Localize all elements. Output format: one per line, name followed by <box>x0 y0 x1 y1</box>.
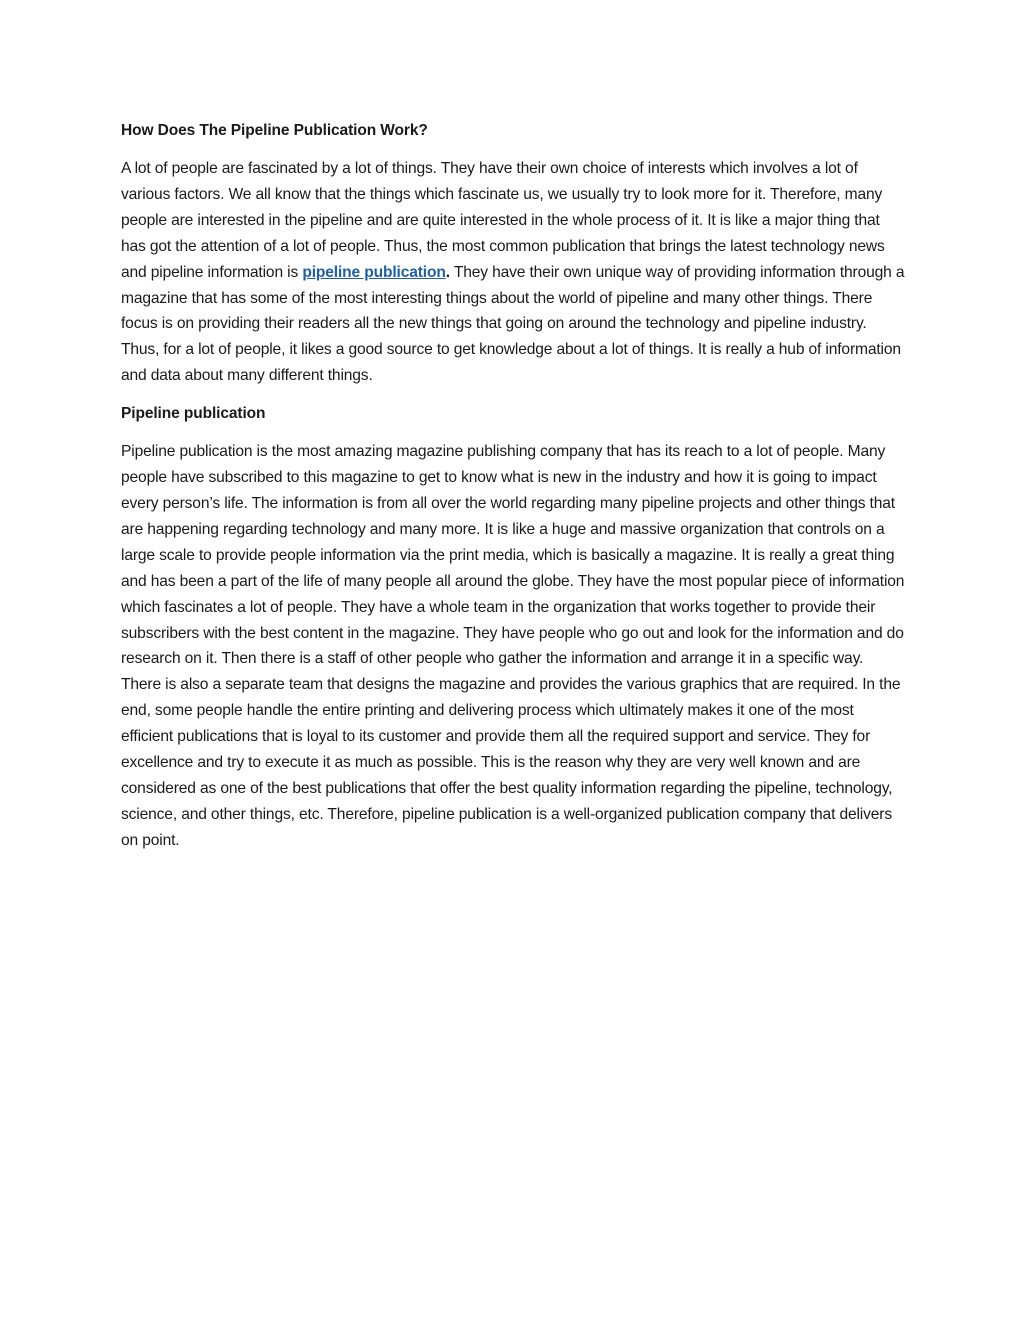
pipeline-publication-paragraph: Pipeline publication is the most amazing magazine publishing company that has its reach to a lot of people. Many people have subscribed to this magazine to get to know what is new in the industry and how it is going to impact every person’s life. The information is from all over the world regarding many pipeline projects and other things that are happening regarding technology and many more. It is like a huge and massive organization that controls on a large scale to provide people information via the print media, which is basically a magazine. It is really a great thing and has been a part of the life of many people all around the globe. They have the most popular piece of information which fascinates a lot of people. They have a whole team in the organization that works together to provide their subscribers with the best content in the magazine. They have people who go out and look for the information and do research on it. Then there is a staff of other people who gather the information and arrange it in a specific way. There is also a separate team that designs the magazine and provides the various graphics that are required. In the end, some people handle the entire printing and delivering process which ultimately makes it one of the most efficient publications that is loyal to its customer and provide them all the required support and service. They for excellence and try to execute it as much as possible. This is the reason why they are very well known and are considered as one of the best publications that offer the best quality information regarding the pipeline, technology, science, and other things, etc. Therefore, pipeline publication is a well-organized publication company that delivers on point. <box>121 443 905 849</box>
section-heading-how-it-works: How Does The Pipeline Publication Work? <box>121 122 428 139</box>
link-period: . <box>445 263 450 281</box>
pipeline-publication-link[interactable]: pipeline publication <box>302 263 446 281</box>
section-heading-pipeline-publication: Pipeline publication <box>121 405 266 423</box>
document-body <box>121 118 905 866</box>
intro-text-before-link: A lot of people are fascinated by a lot of things. They have their own choice of interests which involves a lot of various factors. We all know that the things which fascinate us, we usually try to look more for it. Therefore, many people are interested in the pipeline and are quite interested in the whole process of it. It is like a major thing that has got the attention of a lot of people. Thus, the most common publication that brings the latest technology news and pipeline information is <box>121 160 885 281</box>
intro-text-after-link: They have their own unique way of providing information through a magazine that has some of the most interesting things about the world of pipeline and many other things. There focus is on providing their readers all the new things that going on around the technology and pipeline industry. Thus, for a lot of people, it likes a good source to get knowledge about a lot of things. It is really a hub of information and data about many different things. <box>121 263 905 385</box>
intro-paragraph <box>121 156 905 389</box>
